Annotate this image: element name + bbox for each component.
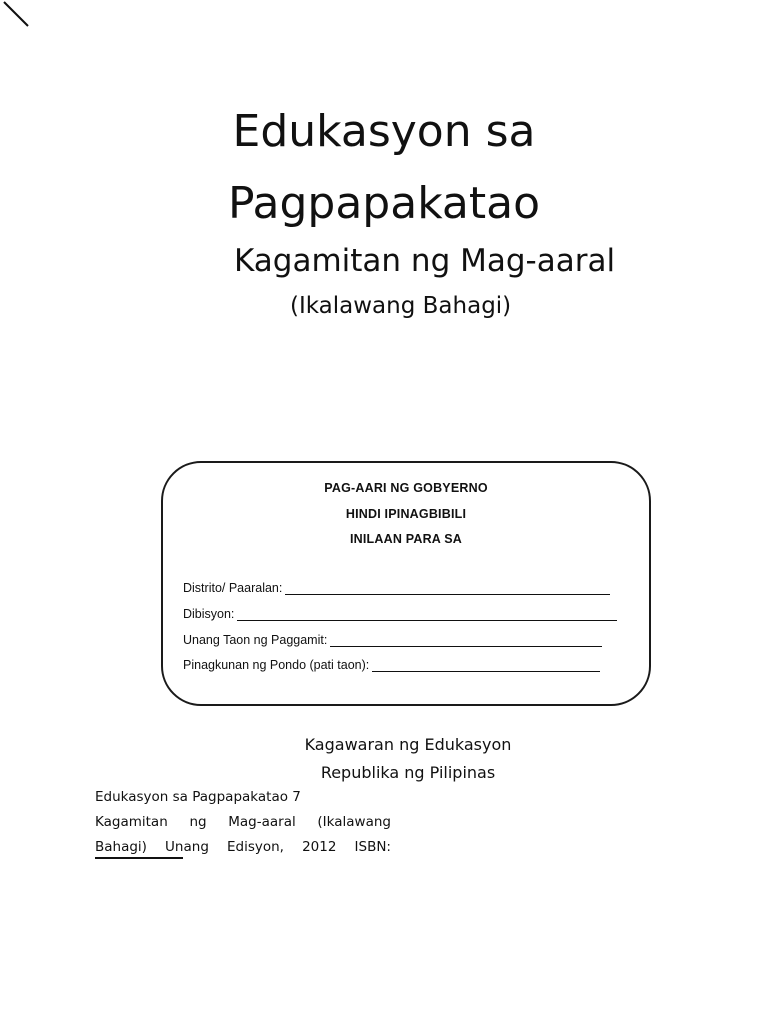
info-word: ng — [189, 814, 207, 830]
info-word: Mag-aaral — [228, 814, 296, 830]
publisher-line-1: Kagawaran ng Edukasyon — [304, 735, 512, 754]
subtitle: Kagamitan ng Mag-aaral — [234, 243, 616, 279]
info-word: Unang — [165, 839, 209, 855]
underline-mark — [95, 857, 183, 859]
title-line-1: Edukasyon sa — [232, 106, 536, 157]
field-pondo-label: Pinagkunan ng Pondo (pati taon): — [183, 658, 370, 672]
government-property-stamp — [161, 461, 651, 706]
field-dibisyon — [183, 607, 617, 621]
info-word: Bahagi) — [95, 839, 147, 855]
info-line-2 — [95, 814, 391, 830]
field-distrito-label: Distrito/ Paaralan: — [183, 581, 283, 595]
part-label: (Ikalawang Bahagi) — [290, 293, 512, 319]
field-distrito — [183, 581, 610, 595]
title-line-2: Pagpapakatao — [227, 178, 541, 229]
corner-mark — [0, 0, 40, 40]
publisher-line-2: Republika ng Pilipinas — [320, 763, 496, 782]
field-pondo — [183, 658, 600, 672]
field-distrito-blank — [285, 582, 610, 595]
info-word: ISBN: — [354, 839, 391, 855]
info-word: (Ikalawang — [317, 814, 391, 830]
field-dibisyon-blank — [237, 608, 617, 621]
stamp-heading-1: PAG-AARI NG GOBYERNO — [324, 481, 488, 495]
info-line-1: Edukasyon sa Pagpapakatao 7 — [95, 789, 301, 805]
field-dibisyon-label: Dibisyon: — [183, 607, 235, 621]
info-word: 2012 — [302, 839, 337, 855]
info-line-3 — [95, 839, 391, 855]
info-word: Edisyon, — [226, 839, 284, 855]
stamp-heading-3: INILAAN PARA SA — [349, 532, 463, 546]
field-unang-taon-blank — [330, 634, 602, 647]
info-word: Kagamitan — [95, 814, 168, 830]
field-unang-taon-label: Unang Taon ng Paggamit: — [183, 633, 328, 647]
field-pondo-blank — [372, 659, 600, 672]
stamp-heading-2: HINDI IPINAGBIBILI — [345, 507, 467, 521]
field-unang-taon — [183, 633, 602, 647]
